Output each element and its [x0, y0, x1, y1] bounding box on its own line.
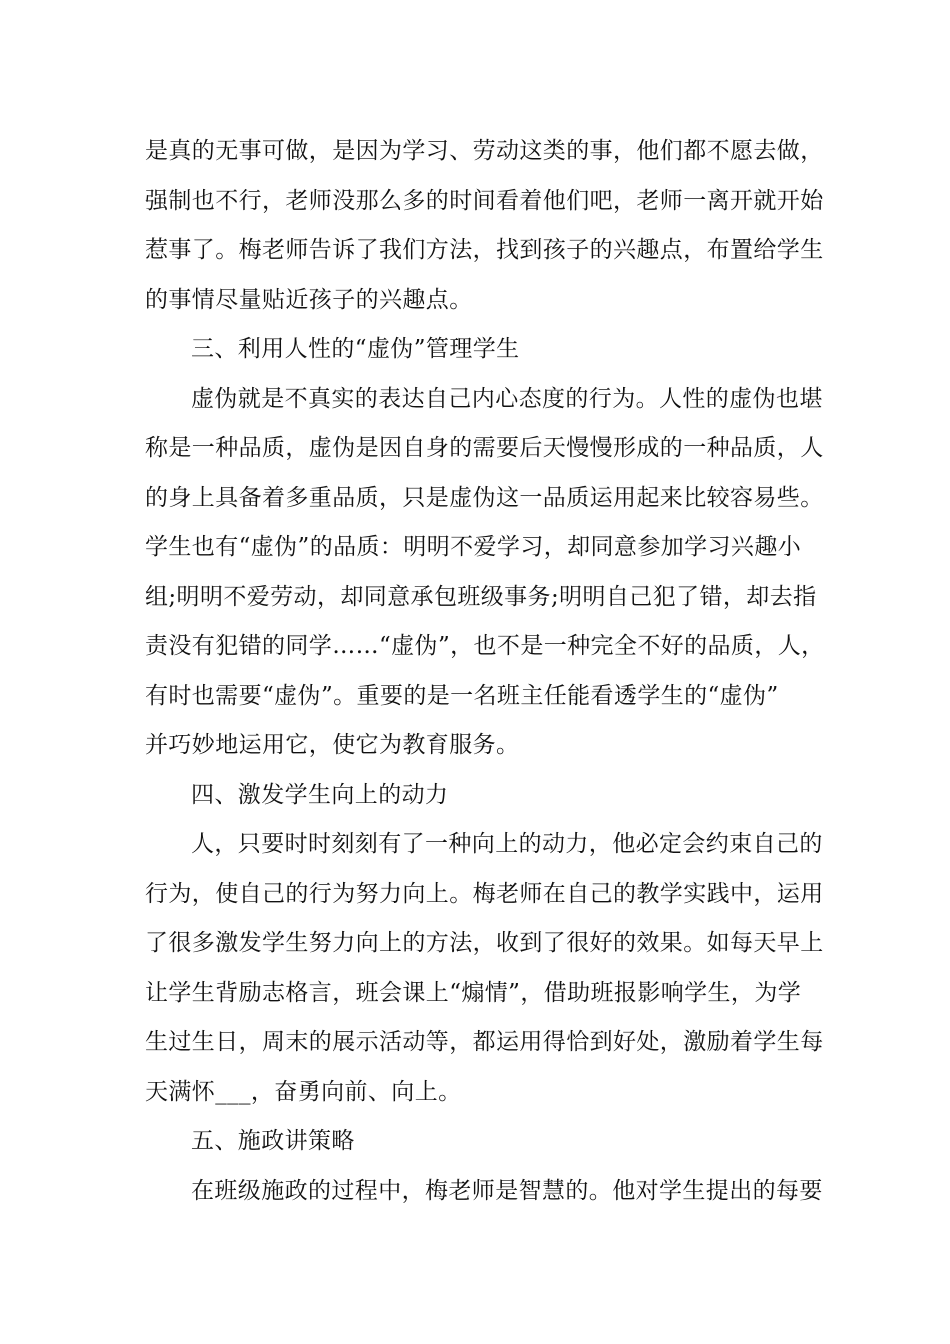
paragraph-line: 组;明明不爱劳动，却同意承包班级事务;明明自己犯了错，却去指	[145, 583, 817, 610]
paragraph-first-line: 四、激发学生向上的动力	[191, 781, 449, 808]
paragraph-line: 生过生日，周末的展示活动等，都运用得恰到好处，激励着学生每	[145, 1029, 824, 1055]
paragraph-first-line: 三、利用人性的“虚伪”管理学生	[191, 336, 520, 362]
body-text	[145, 127, 830, 1216]
paragraph-line: 强制也不行，老师没那么多的时间看着他们吧，老师一离开就开始	[145, 187, 824, 214]
paragraph-line: 的身上具备着多重品质，只是虚伪这一品质运用起来比较容易些。	[145, 484, 824, 511]
paragraph-line: 是真的无事可做，是因为学习、劳动这类的事，他们都不愿去做，	[145, 138, 824, 164]
paragraph-line: 的事情尽量贴近孩子的兴趣点。	[145, 286, 473, 313]
paragraph-first-line: 虚伪就是不真实的表达自己内心态度的行为。人性的虚伪也堪	[191, 385, 823, 412]
paragraph-line: 天满怀___，奋勇向前、向上。	[145, 1078, 462, 1105]
paragraph-line: 并巧妙地运用它，使它为教育服务。	[145, 732, 520, 758]
paragraph-line: 有时也需要“虚伪”。重要的是一名班主任能看透学生的“虚伪”	[145, 682, 779, 709]
paragraph-line: 了很多激发学生努力向上的方法，收到了很好的效果。如每天早上	[145, 930, 824, 956]
paragraph-line: 称是一种品质，虚伪是因自身的需要后天慢慢形成的一种品质，人	[145, 435, 824, 461]
paragraph-line: 学生也有“虚伪”的品质：明明不爱学习，却同意参加学习兴趣小	[145, 534, 802, 560]
paragraph-line: 行为，使自己的行为努力向上。梅老师在自己的教学实践中，运用	[145, 880, 824, 907]
paragraph-first-line: 在班级施政的过程中，梅老师是智慧的。他对学生提出的每要	[191, 1177, 823, 1204]
paragraph-line: 惹事了。梅老师告诉了我们方法，找到孩子的兴趣点，布置给学生	[145, 237, 824, 263]
paragraph-first-line: 五、施政讲策略	[191, 1128, 355, 1154]
paragraph-line: 让学生背励志格言，班会课上“煽情”，借助班报影响学生，为学	[145, 979, 802, 1006]
paragraph-first-line: 人，只要时时刻刻有了一种向上的动力，他必定会约束自己的	[191, 831, 823, 857]
paragraph-line: 责没有犯错的同学……“虚伪”，也不是一种完全不好的品质，人，	[145, 633, 825, 659]
